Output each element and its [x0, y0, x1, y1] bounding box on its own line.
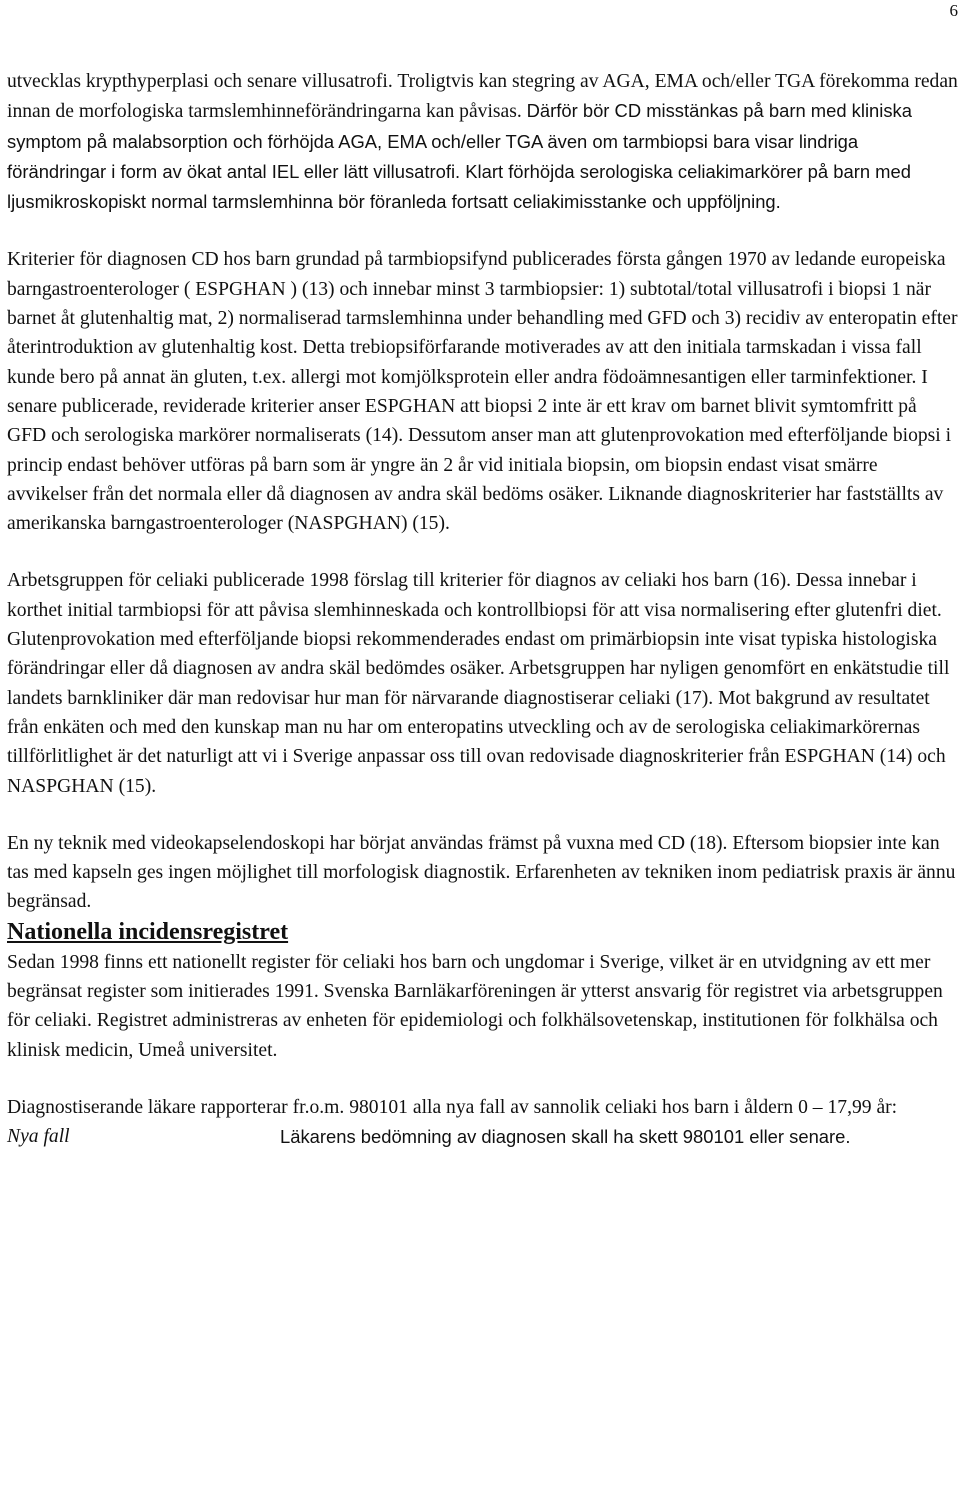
paragraph-intro-part2: Därför bör CD misstänkas på barn med kliniska symptom på malabsorption och förhöjda AGA, EMA och/eller TGA även om tarmbiopsi bara visar lindriga förändringar i form av ökat antal IEL eller lätt villusatrofi. Klart förhöjda serologiska celiakimarkörer på barn med ljusmikroskopiskt normal tarmslemhinna bör föranleda fortsatt celiakimisstanke och uppföljning.: [7, 100, 912, 213]
document-body: [7, 67, 959, 1152]
paragraph-video-capsule: En ny teknik med videokapselendoskopi har börjat användas främst på vuxna med CD (18). Eftersom biopsier inte kan tas med kapseln ges ingen möjlighet till morfologisk diagnostik. Erfarenheten av tekniken inom pediatrisk praxis är ännu begränsad.: [7, 832, 956, 913]
paragraph-registry: Sedan 1998 finns ett nationellt register för celiaki hos barn och ungdomar i Sverige, vilket är en utvidgning av ett mer begränsat register som initierades 1991. Svenska Barnläkarföreningen är ytterst ansvarig för registret via arbetsgruppen för celiaki. Registret administreras av enheten för epidemiologi och folkhälsovetenskap, institutionen för folkhälsa och klinisk medicin, Umeå universitet.: [7, 951, 943, 1061]
definition-label: Nya fall: [7, 1126, 70, 1148]
paragraph-reporting: Diagnostiserande läkare rapporterar fr.o.m. 980101 alla nya fall av sannolik celiaki hos barn i åldern 0 – 17,99 år:: [7, 1096, 898, 1118]
page-number: 6: [949, 1, 958, 20]
definition-row: [7, 1122, 959, 1151]
paragraph-intro: [7, 67, 959, 217]
definition-value: Läkarens bedömning av diagnosen skall ha skett 980101 eller senare.: [280, 1126, 851, 1148]
paragraph-intro-part1: utvecklas krypthyperplasi och senare villusatrofi. Troligtvis kan stegring av AGA, EMA och/eller TGA förekomma redan innan de morfologiska tarmslemhinneförändringarna kan påvisas.: [7, 71, 958, 123]
paragraph-diagnostic-criteria: Kriterier för diagnosen CD hos barn grundad på tarmbiopsifynd publicerades första gången 1970 av ledande europeiska barngastroenterologer ( ESPGHAN ) (13) och innebar minst 3 tarmbiopsier: 1) subtotal/total villusatrofi i biopsi 1 när barnet åt glutenhaltig mat, 2) normaliserad tarmslemhinna under behandling med GFD och 3) recidiv av enteropatin efter återintroduktion av glutenhaltig kost. Detta trebiopsiförfarande motiverades av att den initiala tarmskadan i vissa fall kunde bero på annat än gluten, t.ex. allergi mot komjölksprotein eller andra födoämnesantigen eller tarminfektioner. I senare publicerade, reviderade kriterier anser ESPGHAN att biopsi 2 inte är ett krav om barnet blivit symtomfritt på GFD och serologiska markörer normaliserats (14). Dessutom anser man att glutenprovokation med efterföljande biopsi i princip endast behöver utföras på barn som är yngre än 2 år vid initiala biopsin, om biopsin endast visat smärre avvikelser från det normala eller då diagnosen av andra skäl bedöms osäker. Liknande diagnoskriterier har fastställts av amerikanska barngastroenterologer (NASPGHAN) (15).: [7, 249, 958, 535]
section-heading: Nationella incidensregistret: [7, 918, 289, 945]
paragraph-working-group: Arbetsgruppen för celiaki publicerade 1998 förslag till kriterier för diagnos av celiaki hos barn (16). Dessa innebar i korthet initial tarmbiopsi för att påvisa slemhinneskada och kontrollbiopsi för att visa normalisering efter glutenfri diet. Glutenprovokation med efterföljande biopsi rekommenderades endast om primärbiopsin inte visat typiska histologiska förändringar eller då diagnosen av andra skäl bedömdes osäker. Arbetsgruppen har nyligen genomfört en enkätstudie till landets barnkliniker där man redovisar hur man för närvarande diagnostiserar celiaki (17). Mot bakgrund av resultatet från enkäten och med den kunskap man nu har om enteropatins utveckling och av de serologiska celiakimarkörernas tillförlitlighet är det naturligt att vi i Sverige anpassar oss till ovan redovisade diagnoskriterier från ESPGHAN (14) och NASPGHAN (15).: [7, 570, 950, 797]
